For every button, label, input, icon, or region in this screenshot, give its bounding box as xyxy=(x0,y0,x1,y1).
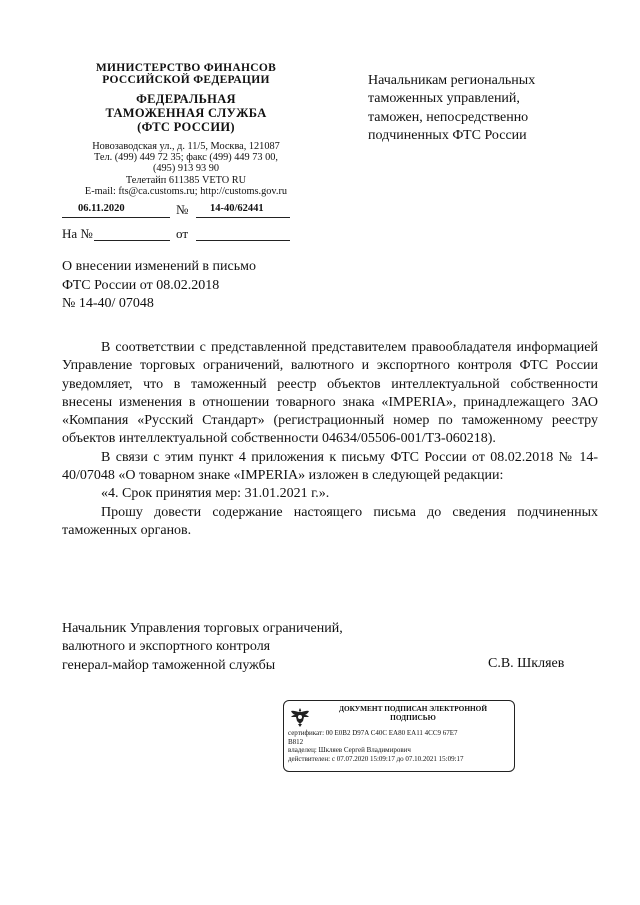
addressee-line1: Начальникам региональных xyxy=(368,73,536,88)
addressee-line3: таможен, непосредственно xyxy=(368,109,529,125)
date-underline xyxy=(62,217,170,218)
stamp-certificate: сертификат: 00 E0B2 D97A C40C EA80 EA11 4CC9 67E7 xyxy=(288,729,458,737)
stamp-owner: владелец: Шкляев Сергей Владимирович xyxy=(288,746,411,755)
stamp-title-line2: ПОДПИСЬЮ xyxy=(390,712,436,722)
double-headed-eagle-icon xyxy=(288,705,312,729)
reply-from-label: от xyxy=(176,226,189,241)
reply-number-underline xyxy=(94,240,170,241)
subject-line3: № 14-40/ 07048 xyxy=(62,296,154,311)
address-line1: Новозаводская ул., д. 11/5, Москва, 121087 xyxy=(92,141,280,152)
email-line: E-mail: fts@ca.customs.ru; http://customs.gov.ru xyxy=(84,185,288,197)
position-line1: Начальник Управления торговых ограничений, xyxy=(62,621,343,636)
signer-name: С.В. Шкляев xyxy=(488,656,565,671)
addressee xyxy=(368,72,588,145)
e-signature-stamp xyxy=(283,700,515,772)
service-name-line1: ФЕДЕРАЛЬНАЯ xyxy=(136,92,236,106)
stamp-title xyxy=(320,705,506,723)
service-name-line2: ТАМОЖЕННАЯ СЛУЖБА xyxy=(105,106,267,120)
letter-subject xyxy=(62,258,322,314)
body-paragraph: В соответствии с представленной представителем правообладателя информацией Управление торговых ограничений, валютного и экспортного контроля ФТС России уведомляет, что в таможенный реестр объектов интеллектуальной собственности внесены изменения в отношении товарного знака «IMPERIA», принадлежащего ЗАО «Компания «Русский Стандарт» (регистрационный номер по таможенному реестру объектов интеллектуальной собственности 04634/05506-001/ТЗ-060218). xyxy=(62,340,598,447)
addressee-line4: подчиненных ФТС России xyxy=(368,127,527,143)
teletype-line: Телетайп 611385 VETO RU xyxy=(125,174,247,186)
registration-number: 14-40/62441 xyxy=(210,203,264,214)
letterhead xyxy=(62,62,310,197)
ministry-name-line2: РОССИЙСКОЙ ФЕДЕРАЦИИ xyxy=(102,74,270,86)
signatory-position xyxy=(62,620,392,675)
phone-line: Тел. (499) 449 72 35; факс (499) 449 73 00, xyxy=(93,152,279,164)
position-line2: валютного и экспортного контроля xyxy=(62,639,271,655)
addressee-line2: таможенных управлений, xyxy=(368,91,520,107)
reply-date-underline xyxy=(196,240,290,241)
subject-line1: О внесении изменений в письмо xyxy=(62,259,256,274)
subject-line2: ФТС России от 08.02.2018 xyxy=(62,277,220,293)
reply-to-label: На № xyxy=(62,226,93,241)
service-name-line3: (ФТС РОССИИ) xyxy=(137,120,235,134)
position-line3: генерал-майор таможенной службы xyxy=(62,657,276,673)
number-sign: № xyxy=(176,202,189,217)
stamp-certificate-cont: B812 xyxy=(288,737,304,746)
body-paragraph: Прошу довести содержание настоящего письма до сведения подчиненных таможенных органов. xyxy=(62,504,598,538)
body-paragraph: В связи с этим пункт 4 приложения к письму ФТС России от 08.02.2018 № 14-40/07048 «О товарном знаке «IMPERIA» изложен в следующей редакции: xyxy=(62,449,598,484)
stamp-details xyxy=(288,729,510,763)
letter-body xyxy=(62,339,598,540)
phone-line2: (495) 913 93 90 xyxy=(152,163,220,175)
stamp-title-line1: ДОКУМЕНТ ПОДПИСАН ЭЛЕКТРОННОЙ xyxy=(338,704,488,713)
stamp-validity: действителен: с 07.07.2020 15:09:17 до 07.10.2021 15:09:17 xyxy=(288,754,464,763)
registration-date: 06.11.2020 xyxy=(78,203,125,214)
number-underline xyxy=(196,217,290,218)
ministry-name-line1: МИНИСТЕРСТВО ФИНАНСОВ xyxy=(95,62,277,74)
body-paragraph: «4. Срок принятия мер: 31.01.2021 г.». xyxy=(101,486,330,502)
